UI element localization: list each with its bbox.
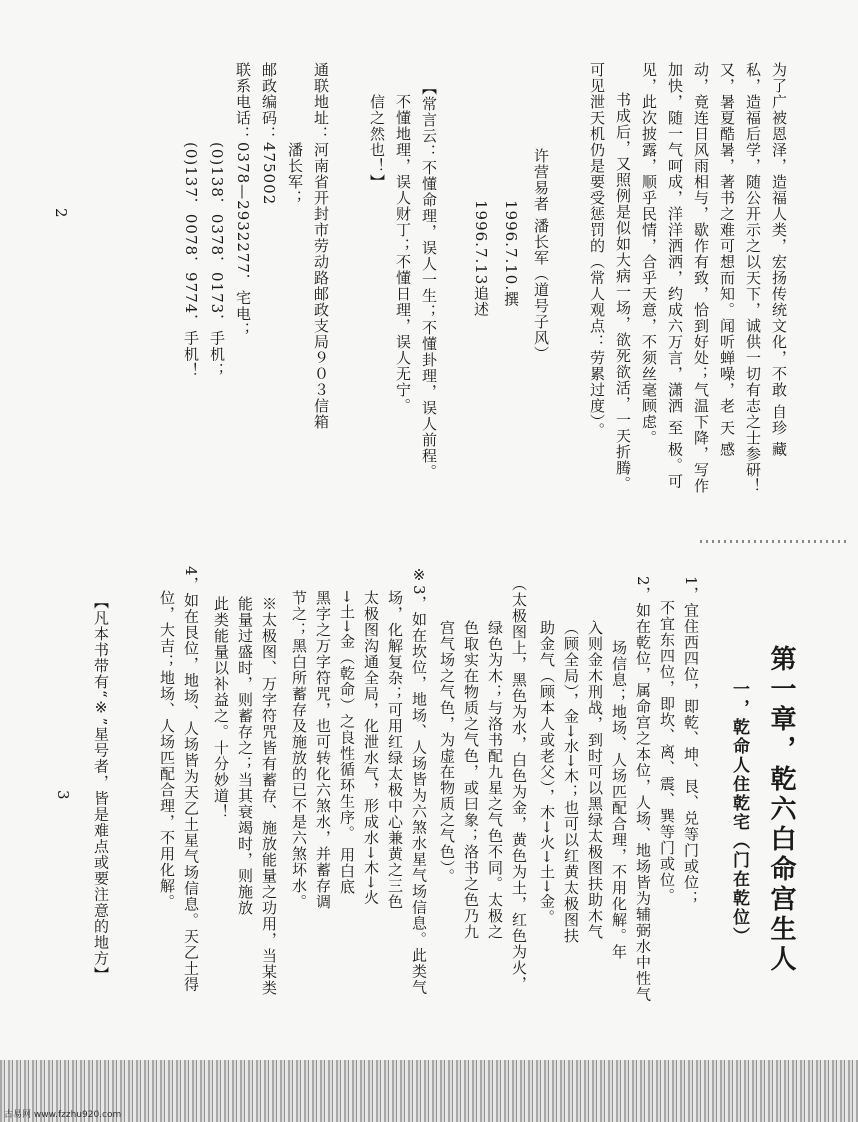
p3-line-9: 绿色为木；与洛书配九星之气色不同。太极之: [486, 620, 504, 940]
p3-line-2: 不宜东四位，即坎、离、震、巽等门或位。: [658, 600, 676, 904]
p3-line-20: 此类能量以补益之。十分妙道！: [212, 596, 230, 820]
p3-note: 【凡本书带有“※”星号者，皆是难点或要注意的地方】: [92, 594, 110, 983]
p2-line-4: 动，竟连日风雨相与，歇作有致，恰到好处；气温下降，写作: [692, 62, 710, 494]
contact-name: 潘长军；: [286, 142, 304, 206]
p3-line-15: →土→金（乾命）之良性循环生序。 用白底: [338, 590, 356, 895]
p3-line-11: 宫气场之气色，为虚在物质之气色）。: [438, 620, 456, 885]
contact-address: 通联地址：河南省开封市劳动路邮政支局９０３信箱: [312, 62, 330, 430]
phone-mobile-2: (0)137．0078．9774．手机！: [182, 142, 200, 379]
p2-line-5: 加快，随一气呵成，洋洋洒洒，约成六万言，潇洒 至 极。可: [666, 62, 684, 490]
p2-line-7: 书成后，又照例是似如大病一场，欲死欲活，一天折腾。: [614, 92, 632, 492]
p2-line-6: 见，此次披露，顺乎民情，合乎天意，不须丝毫顾虑。: [640, 62, 658, 446]
page-divider: [700, 540, 850, 543]
p3-line-16: 黑字之万字符咒，也可转化六煞水，并蓄存调: [314, 590, 332, 910]
p3-line-21: 4，如在艮位，地场、人场皆为天乙土星气场信息。天乙土得: [182, 566, 200, 993]
p3-line-10: 色取实在物质之气色，或曰象；洛书之色乃九: [462, 620, 480, 940]
p2-line-2: 私，造福后学，随公开示之以天下，诚供一切有志之士参研！: [744, 62, 762, 494]
p3-line-3: 2，如在乾位，属命宫之本位，人场、地场皆为辅弼水中性气: [634, 576, 652, 1003]
p3-line-17: 节之；黑白所蓄存及施放的已不是六煞坏水。: [290, 590, 308, 910]
p3-line-14: 太极图沟通全局，化泄水气，形成水→木→火: [362, 590, 380, 906]
phone-home: 联系电话：0378—2932277．宅电；: [234, 62, 252, 338]
quote-line-2: 不懂地理，误人财丁；不懂日理，误人无宁。: [394, 94, 412, 414]
postal-code: 邮政编码：475002: [260, 62, 278, 206]
p3-line-5: 入则金木刑战，到时可以黑绿太极图扶助木气: [586, 620, 604, 940]
footer-url[interactable]: 古易网 www.fzzhu920.com: [4, 1110, 122, 1120]
p3-line-12: ※3，如在坎位，地场、人场皆为六煞水星气场信息。此类气: [410, 566, 428, 996]
p2-line-8: 可见泄天机仍是要受惩罚的（常人观点：劳累过度）。: [588, 62, 606, 439]
phone-mobile-1: (0)138．0378．0173．手机；: [208, 142, 226, 379]
chapter-title: 第一章，乾六白命宫生人: [766, 645, 796, 975]
p3-line-7: 助金气（顾本人或老父），木→火→土→金。: [538, 620, 556, 926]
p2-line-3: 又，暑夏酷暑，著书之难可想而知。闻听蝉噪，老 天 感: [718, 62, 736, 458]
page-number-2: 2: [52, 208, 70, 219]
p3-line-22: 位，大吉；地场、人场匹配合理，不用化解。: [158, 590, 176, 910]
date-written: 1996.7.10.撰: [502, 200, 520, 308]
p2-line-1: 为了广被恩泽，造福人类，宏扬传统文化，不敢 自珍 藏: [770, 62, 788, 458]
quote-line-3: 信之然也！】: [368, 94, 386, 190]
p3-line-8: （太极图上，黑色为水，白色为金，黄色为土，红色为火，: [510, 576, 528, 992]
p3-line-1: 1，宜住西四位，即乾、坤、艮、兑等门或位；: [682, 576, 700, 907]
page-number-3: 3: [54, 790, 72, 801]
p3-line-18: ※太极图、万字符咒皆有蓄存、施放能量之功用，当某类: [260, 596, 278, 996]
section-subtitle: 一，乾命人住乾宅（门在乾位）: [729, 680, 749, 946]
p3-line-4: 场信息；地场、人场匹配合理，不用化解。年: [610, 640, 628, 960]
p3-line-6: （顾全局），金→水→木；也可以红黄太极图扶: [562, 620, 580, 944]
p3-line-19: 能量过盛时，则蓄存之；当其衰竭时，则施放: [236, 596, 254, 916]
quote-line-1: 【常言云：不懂命理，误人一生；不懂卦理，误人前程。: [420, 80, 438, 480]
p3-line-13: 场，化解复杂；可用红绿太极中心兼黄之三色: [386, 590, 404, 910]
scan-noise-strip: [0, 1060, 858, 1122]
date-appended: 1996.7.13追述: [472, 200, 490, 318]
author-signature: 许营易者 潘长军（道号子风）: [532, 148, 550, 362]
